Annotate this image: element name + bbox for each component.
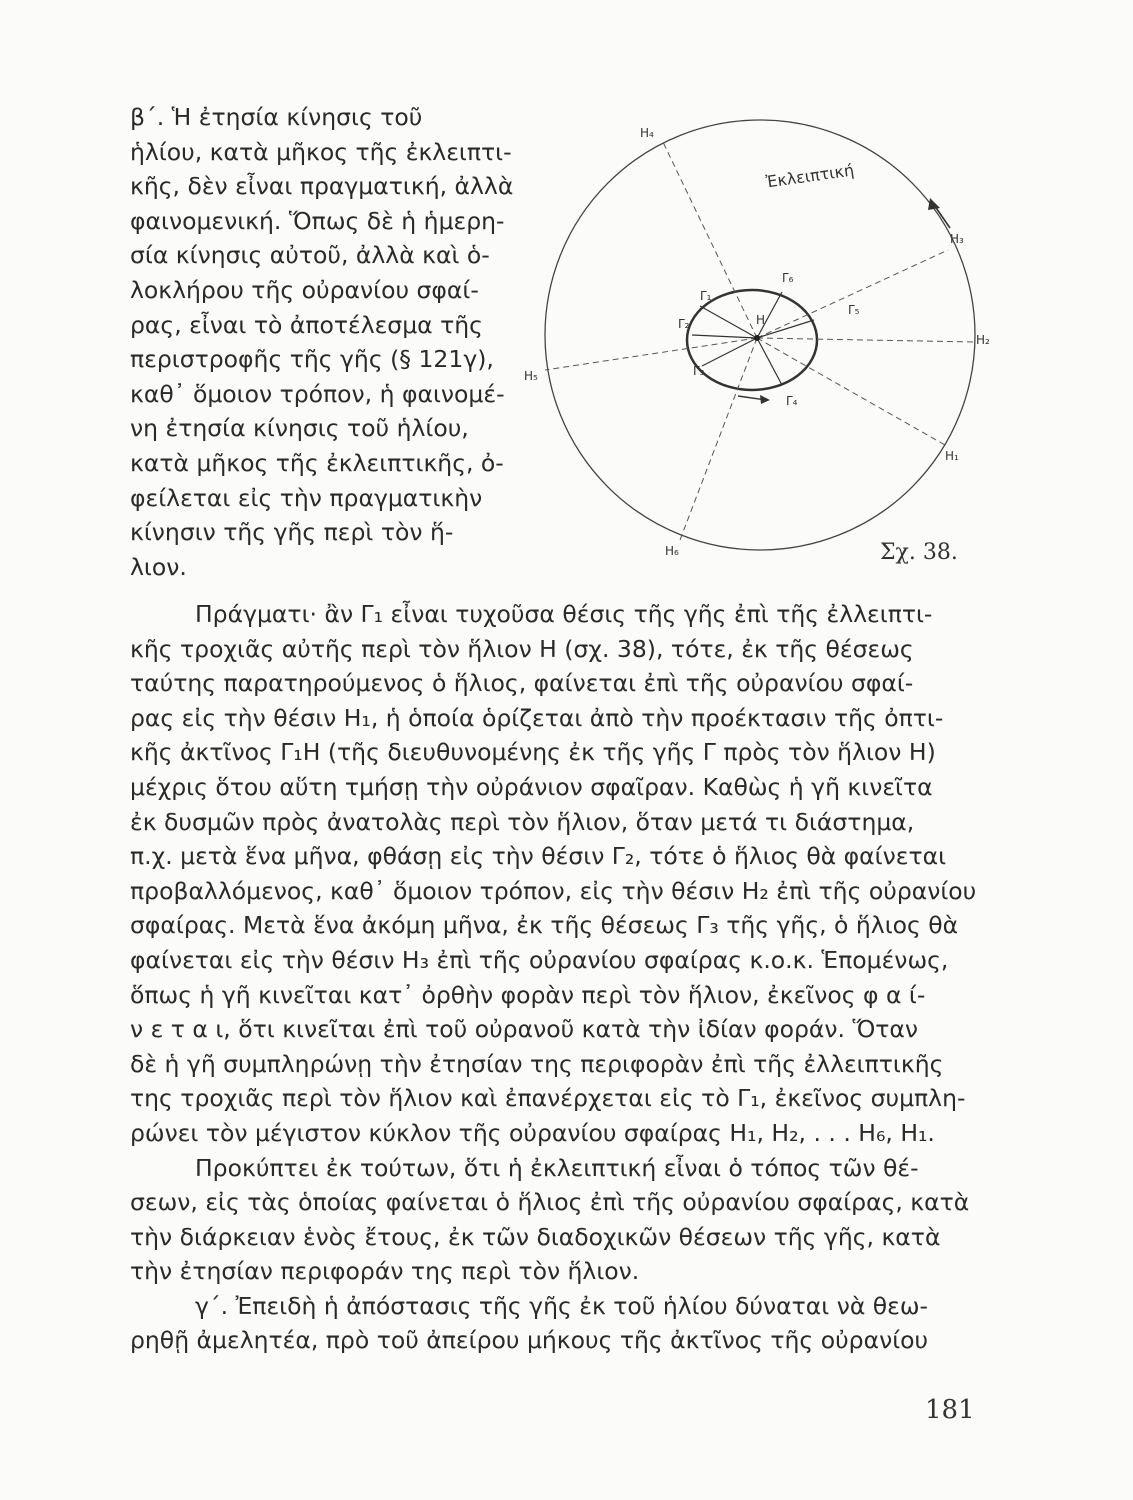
- text-line: κατὰ μῆκος τῆς ἐκλειπτικῆς, ὀ-: [130, 448, 504, 477]
- celestial-sphere: [545, 120, 975, 550]
- text-line: λιον.: [130, 552, 187, 581]
- text-line: δὲ ἡ γῆ συμπληρώνῃ τὴν ἐτησίαν της περιφορὰν ἐπὶ τῆς ἐλλειπτικῆς: [130, 1049, 944, 1078]
- text-line: κῆς, δὲν εἶναι πραγματική, ἀλλὰ: [130, 172, 514, 201]
- sight-line-h6: [680, 338, 757, 540]
- label-sun: Η: [756, 313, 766, 327]
- label-h1: Η₁: [945, 449, 959, 463]
- text-line: νη ἐτησία κίνησις τοῦ ἡλίου,: [130, 414, 469, 443]
- sight-line-h1: [757, 338, 945, 445]
- label-g3: Γ₃: [693, 364, 705, 378]
- label-h5: Η₅: [524, 369, 538, 383]
- sight-line-h2: [757, 338, 975, 342]
- text-line: μέχρις ὅτου αὕτη τμήσῃ τὴν οὐράνιον σφαῖραν. Καθὼς ἡ γῆ κινεῖτα: [130, 772, 933, 801]
- label-h4: Η₄: [640, 126, 654, 140]
- ecliptic-diagram: [520, 110, 1000, 580]
- text-line: φαινομενική. Ὅπως δὲ ἡ ἡμερη-: [130, 206, 505, 235]
- text-line: ν ε τ α ι, ὅτι κινεῖται ἐπὶ τοῦ οὐρανοῦ κατὰ τὴν ἰδίαν φοράν. Ὅταν: [130, 1015, 919, 1044]
- text-line: λοκλήρου τῆς οὐρανίου σφαί-: [130, 275, 479, 304]
- label-g1: Γ₁: [700, 289, 712, 303]
- text-line: ρας, εἶναι τὸ ἀποτέλεσμα τῆς: [130, 310, 483, 339]
- label-h3: Η₃: [950, 232, 964, 246]
- label-g4: Γ₄: [786, 394, 798, 408]
- text-line: ὅπως ἡ γῆ κινεῖται κατ᾽ ὀρθὴν φορὰν περὶ τὸν ἥλιον, ἐκεῖνος φ α ί-: [130, 980, 926, 1009]
- text-line: καθ᾽ ὅμοιον τρόπον, ἡ φαινομέ-: [130, 379, 505, 408]
- figure-38: [520, 110, 1000, 580]
- text-line: προβαλλόμενος, καθ᾽ ὅμοιον τρόπον, εἰς τὴν θέσιν Η₂ ἐπὶ τῆς οὐρανίου: [130, 876, 977, 905]
- text-line: Πράγματι· ἂν Γ₁ εἶναι τυχοῦσα θέσις τῆς γῆς ἐπὶ τῆς ἐλλειπτι-: [195, 600, 933, 628]
- text-line: ταύτης παρατηρούμενος ὁ ἥλιος, φαίνεται ἐπὶ τῆς οὐρανίου σφαί-: [130, 669, 914, 698]
- main-text: [130, 597, 980, 1358]
- text-line: ρας εἰς τὴν θέσιν Η₁, ἡ ὁποία ὁρίζεται ἀπὸ τὴν προέκτασιν τῆς ὀπτι-: [130, 703, 944, 732]
- page-number: 181: [925, 1395, 975, 1425]
- text-line: σφαίρας. Μετὰ ἕνα ἀκόμη μῆνα, ἐκ τῆς θέσεως Γ₃ τῆς γῆς, ὁ ἥλιος θὰ: [130, 911, 959, 940]
- sun-point: [754, 335, 760, 341]
- text-line: σεων, εἰς τὰς ὁποίας φαίνεται ὁ ἥλιος ἐπὶ τῆς οὐρανίου σφαίρας, κατὰ: [130, 1188, 970, 1217]
- label-h6: Η₆: [665, 544, 679, 558]
- intro-column: [130, 100, 550, 584]
- text-line: β΄. Ἡ ἐτησία κίνησις τοῦ: [130, 103, 423, 131]
- label-h2: Η₂: [976, 333, 990, 347]
- text-line: ρώνει τὸν μέγιστον κύκλον τῆς οὐρανίου σφαίρας Η₁, Η₂, . . . Η₆, Η₁.: [130, 1118, 935, 1147]
- text-line: φείλεται εἰς τὴν πραγματικὴν: [130, 483, 483, 512]
- label-g5: Γ₅: [848, 303, 860, 317]
- text-line: τὴν ἐτησίαν περιφοράν της περὶ τὸν ἥλιον.: [130, 1257, 640, 1286]
- text-line: περιστροφῆς τῆς γῆς (§ 121γ),: [130, 345, 494, 374]
- text-line: ἡλίου, κατὰ μῆκος τῆς ἐκλειπτι-: [130, 137, 512, 166]
- text-line: φαίνεται εἰς τὴν θέσιν Η₃ ἐπὶ τῆς οὐρανίου σφαίρας κ.ο.κ. Ἑπομένως,: [130, 945, 949, 974]
- label-g2: Γ₂: [678, 317, 690, 331]
- text-line: σία κίνησις αὐτοῦ, ἀλλὰ καὶ ὁ-: [130, 241, 490, 270]
- text-line: ἐκ δυσμῶν πρὸς ἀνατολὰς περὶ τὸν ἥλιον, ὅταν μετά τι διάστημα,: [130, 807, 915, 836]
- text-line: κῆς ἀκτῖνος Γ₁Η (τῆς διευθυνομένης ἐκ τῆς γῆς Γ πρὸς τὸν ἥλιον Η): [130, 738, 936, 767]
- sight-line-h3: [757, 250, 948, 338]
- text-line: κίνησιν τῆς γῆς περὶ τὸν ἥ-: [130, 518, 454, 547]
- text-line: τὴν διάρκειαν ἑνὸς ἔτους, ἐκ τῶν διαδοχικῶν θέσεων τῆς γῆς, κατὰ: [130, 1222, 941, 1251]
- text-line: π.χ. μετὰ ἕνα μῆνα, φθάσῃ εἰς τὴν θέσιν Γ₂, τότε ὁ ἥλιος θὰ φαίνεται: [130, 842, 947, 871]
- text-line: γ΄. Ἐπειδὴ ἡ ἀπόστασις τῆς γῆς ἐκ τοῦ ἡλίου δύναται νὰ θεω-: [195, 1291, 929, 1320]
- figure-caption: Σχ. 38.: [880, 540, 958, 565]
- sight-line-h4: [662, 140, 757, 338]
- text-line: Προκύπτει ἐκ τούτων, ὅτι ἡ ἐκλειπτική εἶναι ὁ τόπος τῶν θέ-: [195, 1153, 919, 1182]
- ecliptic-label: Ἐκλειπτική: [764, 160, 856, 192]
- label-g6: Γ₆: [782, 271, 794, 285]
- text-line: της τροχιᾶς περὶ τὸν ἥλιον καὶ ἐπανέρχεται εἰς τὸ Γ₁, ἐκεῖνος συμπλη-: [130, 1084, 966, 1113]
- text-line: κῆς τροχιᾶς αὐτῆς περὶ τὸν ἥλιον Η (σχ. 38), τότε, ἐκ τῆς θέσεως: [130, 634, 914, 663]
- text-line: ρηθῇ ἀμελητέα, πρὸ τοῦ ἀπείρου μήκους τῆς ἀκτῖνος τῆς οὐρανίου: [130, 1326, 929, 1355]
